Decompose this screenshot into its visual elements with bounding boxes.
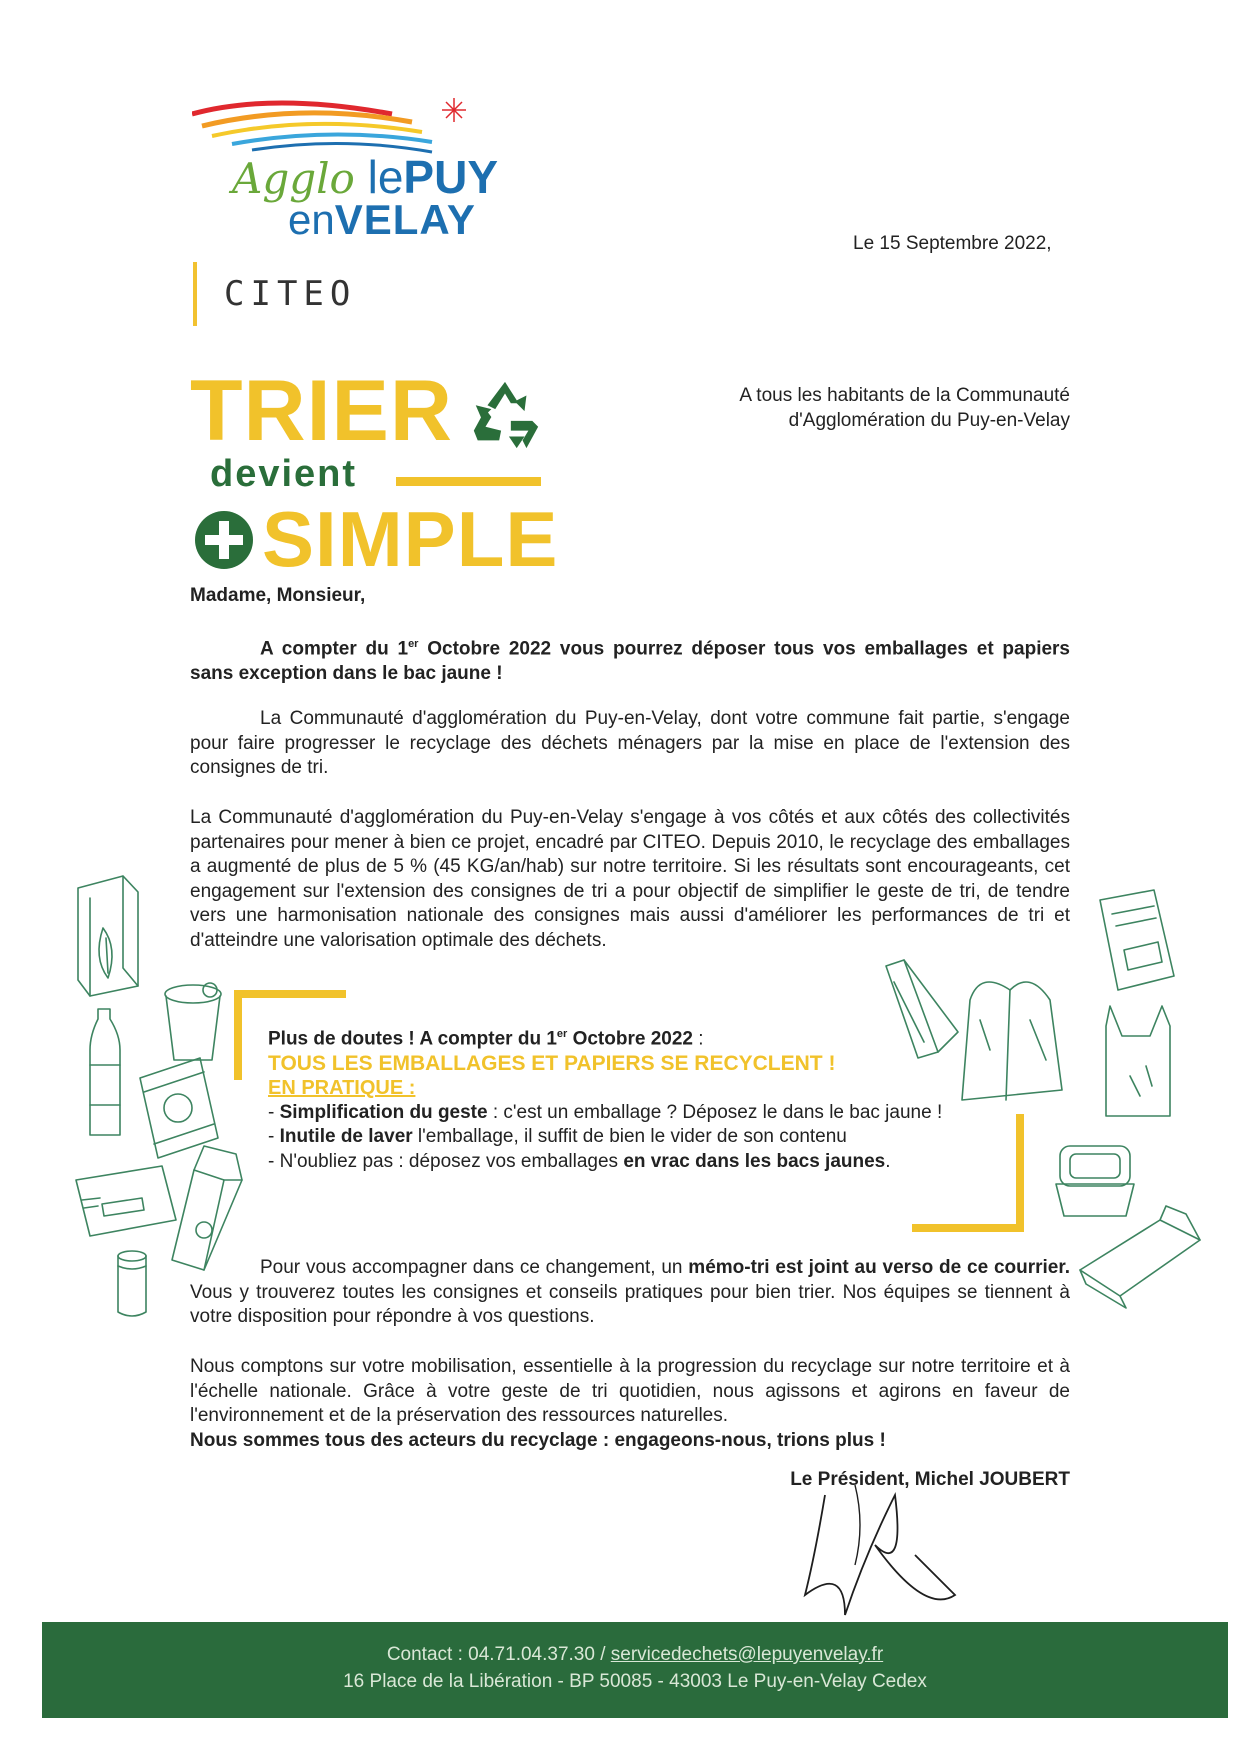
citeo-divider xyxy=(193,262,197,326)
agglo-logo xyxy=(192,92,499,243)
callout-item-3: - N'oubliez pas : déposez vos emballages en vrac dans les bacs jaunes. xyxy=(268,1150,891,1172)
recycle-icon xyxy=(466,376,544,454)
intro-paragraph xyxy=(190,632,1070,686)
footer-band xyxy=(42,1622,1228,1718)
callout-item-1: - Simplification du geste : c'est un emballage ? Déposez le dans le bac jaune ! xyxy=(268,1101,943,1123)
callout-title-c: : xyxy=(692,1028,704,1050)
footer-email-link[interactable]: servicedechets@lepuyenvelay.fr xyxy=(610,1644,884,1665)
paragraph-4: Nous comptons sur votre mobilisation, essentielle à la progression du recyclage sur notre territoire et à l'échelle nationale. Grâce à votre geste de tri quotidien, nous agissons et agirons en faveur de l'environnement et de la préservation des ressources naturelles. xyxy=(190,1356,1070,1426)
carton-icon xyxy=(1070,1200,1210,1310)
plus-icon xyxy=(192,508,256,572)
footer-contact-label: Contact : 04.71.04.37.30 / xyxy=(386,1644,611,1665)
callout-item-1-bold: Simplification du geste xyxy=(279,1101,488,1123)
logo-agglo: Agglo xyxy=(232,154,355,203)
slogan-devient: devient xyxy=(210,453,358,495)
plastic-bag-icon xyxy=(1100,996,1180,1126)
cereal-box-icon xyxy=(68,868,158,998)
logo-velay: VELAY xyxy=(334,196,476,243)
recipient-block xyxy=(690,383,1070,433)
grocery-bag-icon xyxy=(950,960,1090,1110)
paragraph-2: La Communauté d'agglomération du Puy-en-Velay s'engage à vos côtés et aux côtés des collectivités partenaires pour mener à bien ce projet, encadré par CITEO. Depuis 2010, le recyclage des emballages a augmenté de plus de 5 % (45 KG/an/hab) sur notre territoire. Si les résultats sont encourageants, cet engagement sur l'extension des consignes de tri a pour objectif de simplifier le geste de tri, de tendre vers une harmonisation nationale des consignes mais aussi d'améliorer les performances de tri et d'atteindre une valorisation optimale des déchets. xyxy=(190,807,1070,951)
paragraph-3 xyxy=(190,1256,1070,1330)
callout-item-3-end: . xyxy=(885,1150,891,1172)
callout-item-2-bold: Inutile de laver xyxy=(279,1126,413,1148)
para3-bold: mémo-tri est joint au verso de ce courrier. xyxy=(688,1257,1070,1278)
logo-line2 xyxy=(288,196,476,244)
recipient-line2: d'Agglomération du Puy-en-Velay xyxy=(788,410,1070,431)
signatory: Le Président, Michel JOUBERT xyxy=(790,1469,1070,1490)
logo-le: le xyxy=(367,151,404,203)
footer-address: 16 Place de la Libération - BP 50085 - 43003 Le Puy-en-Velay Cedex xyxy=(343,1671,927,1692)
signature-icon xyxy=(785,1455,995,1625)
intro-text-b: Octobre 2022 vous pourrez déposer tous vos emballages et papiers sans exception dans le bac jaune ! xyxy=(190,638,1071,684)
callout-title-sup: er xyxy=(556,1028,568,1040)
para3-text-b: Vous y trouverez toutes les consignes et conseils pratiques pour bien trier. Nos équipes se tiennent à votre disposition pour répondre à vos questions. xyxy=(190,1281,1070,1327)
leaflet-icon xyxy=(1094,886,1184,996)
callout-title-a: Plus de doutes ! A compter du 1 xyxy=(268,1028,557,1050)
callout-pratique: EN PRATIQUE : xyxy=(268,1077,416,1100)
bottle-icon xyxy=(80,1005,130,1145)
closing-line: Nous sommes tous des acteurs du recyclage : engageons-nous, trions plus ! xyxy=(190,1430,886,1451)
para3-text-a: Pour vous accompagner dans ce changement, un xyxy=(260,1257,689,1278)
callout-item-3-bold: en vrac dans les bacs jaunes xyxy=(623,1150,886,1172)
recipient-line1: A tous les habitants de la Communauté xyxy=(739,385,1070,406)
callout-title-b: Octobre 2022 xyxy=(567,1028,693,1050)
can-icon xyxy=(108,1246,158,1326)
letter-date: Le 15 Septembre 2022, xyxy=(853,233,1052,254)
slogan-trier: TRIER xyxy=(190,363,453,459)
callout-headline: TOUS LES EMBALLAGES ET PAPIERS SE RECYCLENT ! xyxy=(268,1051,836,1075)
slogan-underline xyxy=(396,477,541,486)
footer-contact xyxy=(42,1644,1228,1666)
callout-item-2-rest: l'emballage, il suffit de bien le vider de son contenu xyxy=(412,1126,847,1148)
callout-item-2: - Inutile de laver l'emballage, il suffit de bien le vider de son contenu xyxy=(268,1126,847,1148)
callout-item-1-rest: : c'est un emballage ? Déposez le dans le bac jaune ! xyxy=(487,1101,943,1123)
milk-carton-icon xyxy=(164,1140,254,1280)
logo-puy: PUY xyxy=(403,151,499,203)
intro-sup: er xyxy=(408,638,419,650)
logo-en: en xyxy=(288,196,335,243)
callout-item-3-a: N'oubliez pas : déposez vos emballages xyxy=(279,1150,624,1172)
slogan-simple: SIMPLE xyxy=(262,495,559,583)
intro-text-a: A compter du 1 xyxy=(260,638,409,660)
salutation: Madame, Monsieur, xyxy=(190,585,366,606)
paragraph-1: La Communauté d'agglomération du Puy-en-Velay, dont votre commune fait partie, s'engage pour faire progresser le recyclage des déchets ménagers par la mise en place de l'extension des consignes de tri. xyxy=(190,708,1070,778)
citeo-logo: CITEO xyxy=(224,274,357,314)
